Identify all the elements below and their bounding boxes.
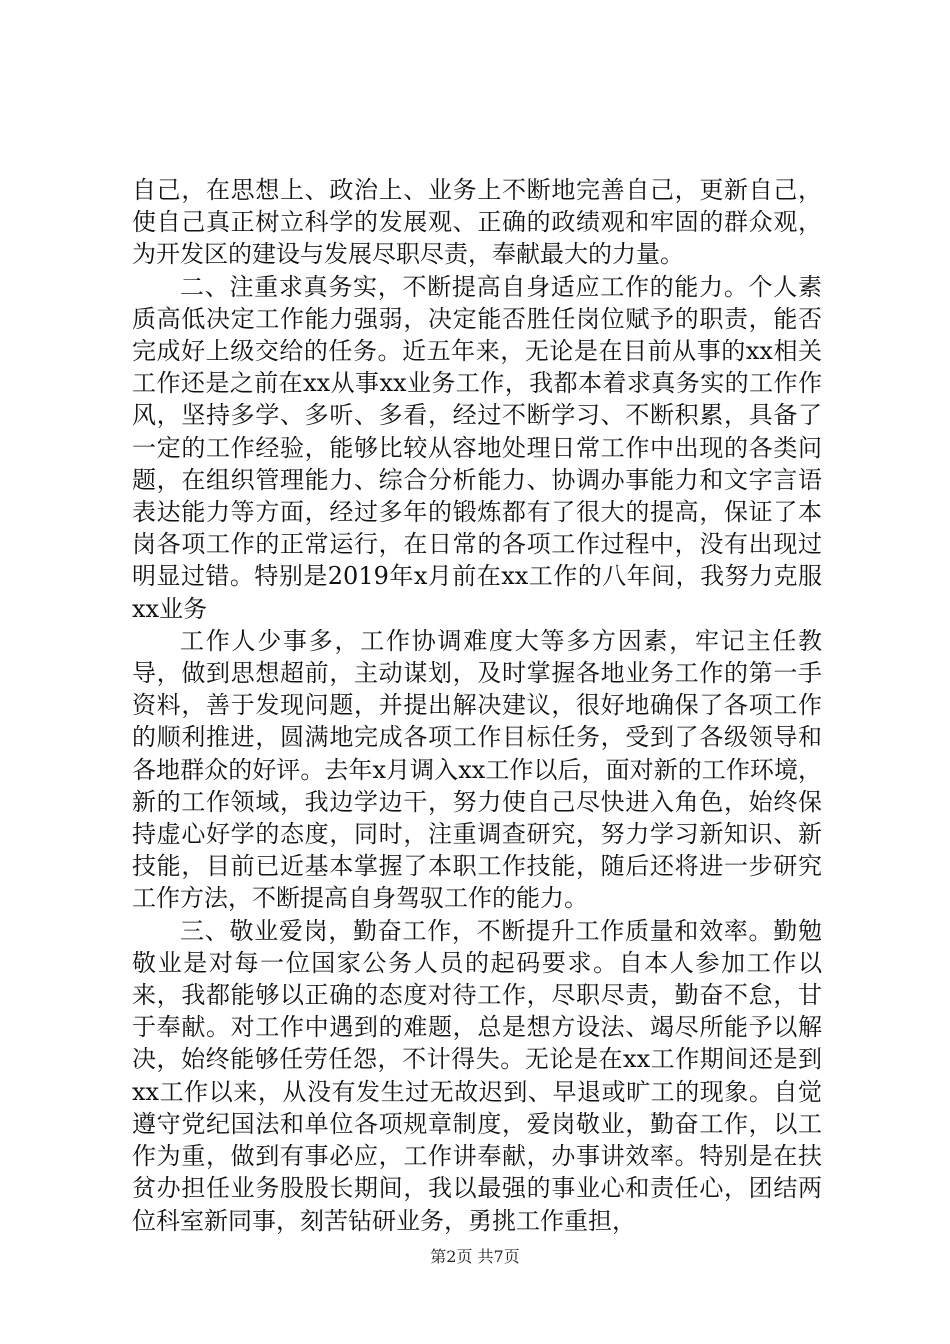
paragraph-4: 三、敬业爱岗，勤奋工作，不断提升工作质量和效率。勤勉敬业是对每一位国家公务人员的起码要求。自本人参加工作以来，我都能够以正确的态度对待工作，尽职尽责，勤奋不怠，甘于奉献。对工作中遇到的难题，总是想方设法、竭尽所能予以解决，始终能够任劳任怨，不计得失。无论是在xx工作期间还是到xx工作以来，从没有发生过无故迟到、早退或旷工的现象。自觉遵守党纪国法和单位各项规章制度，爱岗敬业，勤奋工作，以工作为重，做到有事必应，工作讲奉献，办事讲效率。特别是在扶贫办担任业务股股长期间，我以最强的事业心和责任心，团结两位科室新同事，刻苦钻研业务，勇挑工作重担， [132,916,822,1235]
page-number-footer: 第2页 共7页 [430,1247,520,1266]
document-body [132,174,822,1237]
paragraph-1: 自己，在思想上、政治上、业务上不断地完善自己，更新自己，使自己真正树立科学的发展观、正确的政绩观和牢固的群众观，为开发区的建设与发展尽职尽责，奉献最大的力量。 [132,176,822,269]
paragraph-2: 二、注重求真务实，不断提高自身适应工作的能力。个人素质高低决定工作能力强弱，决定能否胜任岗位赋予的职责，能否完成好上级交给的任务。近五年来，无论是在目前从事的xx相关工作还是之前在xx从事xx业务工作，我都本着求真务实的工作作风，坚持多学、多听、多看，经过不断学习、不断积累，具备了一定的工作经验，能够比较从容地处理日常工作中出现的各类问题，在组织管理能力、综合分析能力、协调办事能力和文字言语表达能力等方面，经过多年的锻炼都有了很大的提高，保证了本岗各项工作的正常运行，在日常的各项工作过程中，没有出现过明显过错。特别是2019年x月前在xx工作的八年间，我努力克服xx业务 [132,272,822,623]
paragraph-3: 工作人少事多，工作协调难度大等多方因素，牢记主任教导，做到思想超前，主动谋划，及时掌握各地业务工作的第一手资料，善于发现问题，并提出解决建议，很好地确保了各项工作的顺利推进，圆满地完成各项工作目标任务，受到了各级领导和各地群众的好评。去年x月调入xx工作以后，面对新的工作环境，新的工作领域，我边学边干，努力使自己尽快进入角色，始终保持虚心好学的态度，同时，注重调查研究，努力学习新知识、新技能，目前已近基本掌握了本职工作技能，随后还将进一步研究工作方法，不断提高自身驾驭工作的能力。 [132,626,822,913]
